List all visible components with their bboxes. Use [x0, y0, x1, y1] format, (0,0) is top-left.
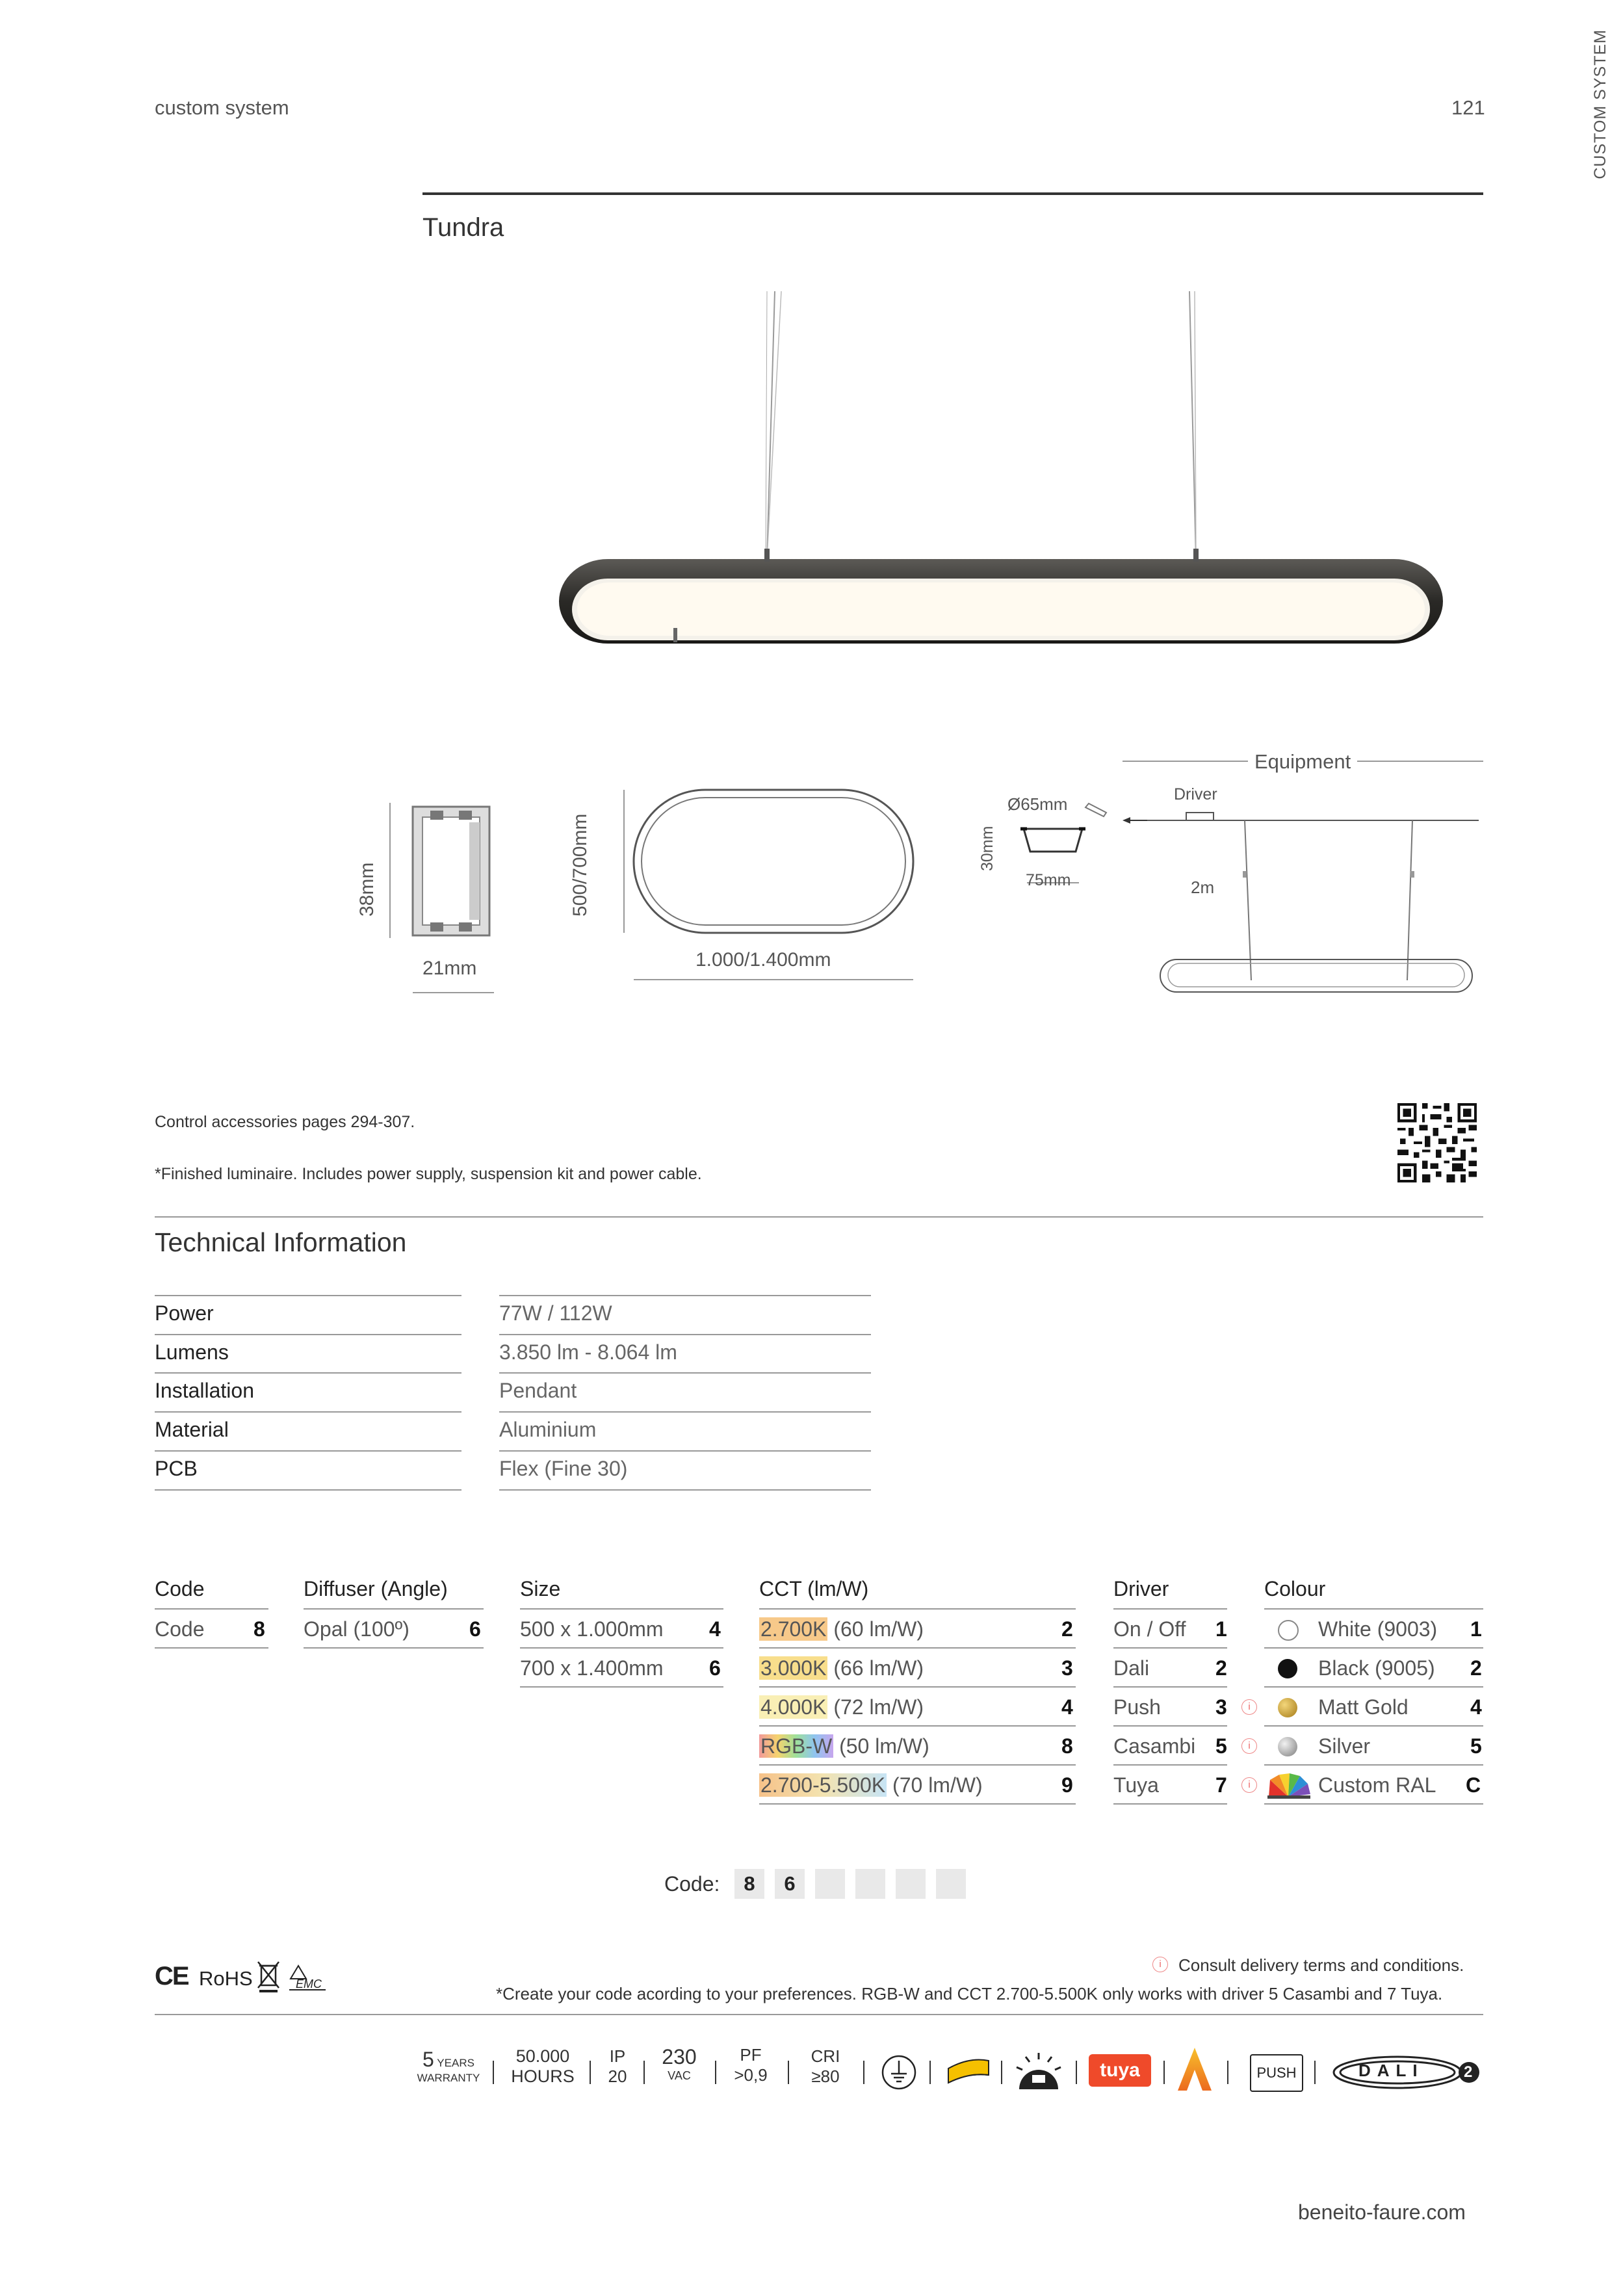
- cct-cell-3-num: 4: [1061, 1695, 1073, 1719]
- canopy-width-label: 75mm: [1026, 871, 1071, 889]
- code-digit-4[interactable]: [855, 1869, 885, 1899]
- colour-cell-4-num: 5: [1470, 1734, 1482, 1758]
- size-cell-1-num: 4: [709, 1617, 721, 1641]
- cct-cell-4-num: 8: [1061, 1734, 1073, 1758]
- technical-title: Technical Information: [155, 1227, 407, 1257]
- product-title: Tundra: [422, 213, 504, 242]
- cct-4-highlight: RGB-W: [760, 1734, 833, 1758]
- driver-cell-1: On / Off: [1113, 1617, 1186, 1641]
- cct-5-efficacy: (70 lm/W): [887, 1773, 983, 1797]
- cct-2-efficacy: (66 lm/W): [827, 1656, 924, 1680]
- cct-4-efficacy: (50 lm/W): [833, 1734, 929, 1758]
- colour-cell-5-num: C: [1466, 1773, 1481, 1797]
- page-number: 121: [1451, 96, 1485, 119]
- colour-cell-5: Custom RAL: [1318, 1773, 1436, 1797]
- pf-value: >0,9: [734, 2065, 768, 2085]
- colour-cell-2: Black (9005): [1318, 1656, 1435, 1680]
- cct-cell-5-num: 9: [1061, 1773, 1073, 1797]
- voltage-badge: [653, 2045, 705, 2083]
- size-cell-1: 500 x 1.000mm: [520, 1617, 664, 1641]
- code-digit-5[interactable]: [896, 1869, 926, 1899]
- hours-label: HOURS: [511, 2067, 575, 2086]
- dali-logo: [1332, 2055, 1473, 2088]
- pf-label: PF: [740, 2045, 762, 2065]
- info-icon[interactable]: i: [1241, 1777, 1257, 1793]
- driver-cell-1-num: 1: [1215, 1617, 1227, 1641]
- tech-value-installation: Pendant: [499, 1379, 577, 1402]
- tech-value-pcb: Flex (Fine 30): [499, 1457, 628, 1480]
- dali-label: DALI: [1358, 2061, 1424, 2080]
- earth-class-icon: [881, 2054, 917, 2091]
- ip-value: 20: [608, 2067, 627, 2086]
- cct-1-efficacy: (60 lm/W): [827, 1617, 924, 1641]
- col-header-driver: Driver: [1113, 1577, 1169, 1600]
- code-digit-2[interactable]: 6: [775, 1869, 805, 1899]
- hours-badge: [504, 2046, 582, 2087]
- voltage-label: VAC: [668, 2069, 691, 2082]
- code-cell-num: 8: [253, 1617, 265, 1641]
- emc-mark-icon: [289, 1964, 326, 1996]
- qr-code[interactable]: [1397, 1103, 1477, 1182]
- code-builder-label: Code:: [664, 1872, 720, 1896]
- footer-divider: [155, 2014, 1483, 2015]
- tech-label-power: Power: [155, 1301, 214, 1325]
- canopy-diameter-label: Ø65mm: [1007, 794, 1068, 814]
- tech-value-lumens: 3.850 lm - 8.064 lm: [499, 1340, 677, 1364]
- driver-label: Driver: [1174, 785, 1217, 803]
- canopy-height-label: 30mm: [978, 826, 996, 871]
- website-link[interactable]: beneito-faure.com: [1298, 2200, 1466, 2224]
- colour-cell-1: White (9003): [1318, 1617, 1438, 1641]
- product-image: [546, 286, 1456, 663]
- driver-cell-2: Dali: [1113, 1656, 1150, 1680]
- code-digit-1[interactable]: 8: [734, 1869, 764, 1899]
- gold-swatch-icon: [1278, 1698, 1297, 1717]
- driver-cell-5-num: 7: [1215, 1773, 1227, 1797]
- info-icon[interactable]: i: [1241, 1699, 1257, 1715]
- cct-cell-5: [759, 1773, 983, 1797]
- col-header-cct: CCT (lm/W): [759, 1577, 869, 1600]
- cri-value: ≥80: [811, 2067, 840, 2086]
- ce-mark-icon: CE: [155, 1962, 188, 1990]
- notes-divider: [155, 1216, 1483, 1218]
- tech-label-installation: Installation: [155, 1379, 254, 1402]
- silver-swatch-icon: [1278, 1737, 1297, 1756]
- code-digit-3[interactable]: [815, 1869, 845, 1899]
- size-cell-2: 700 x 1.400mm: [520, 1656, 664, 1680]
- driver-cell-4-num: 5: [1215, 1734, 1227, 1758]
- rohs-label: RoHS: [199, 1967, 253, 1990]
- cct-cell-2-num: 3: [1061, 1656, 1073, 1680]
- diffuser-cell-num: 6: [469, 1617, 481, 1641]
- col-header-code: Code: [155, 1577, 205, 1600]
- col-header-colour: Colour: [1264, 1577, 1326, 1600]
- black-swatch-icon: [1278, 1659, 1297, 1678]
- ip-badge: [598, 2046, 637, 2087]
- installation-diagram: [1121, 806, 1485, 1001]
- cct-1-highlight: 2.700K: [760, 1617, 827, 1641]
- driver-cell-3-num: 3: [1215, 1695, 1227, 1719]
- dali-version: 2: [1464, 2063, 1473, 2081]
- colour-cell-1-num: 1: [1470, 1617, 1482, 1641]
- finished-luminaire-note: *Finished luminaire. Includes power supply, suspension kit and power cable.: [155, 1165, 702, 1183]
- hours-number: 50.000: [515, 2046, 570, 2066]
- warranty-badge: [416, 2048, 481, 2085]
- colour-cell-2-num: 2: [1470, 1656, 1482, 1680]
- info-icon[interactable]: i: [1241, 1738, 1257, 1754]
- colour-cell-3: Matt Gold: [1318, 1695, 1409, 1719]
- tech-value-power: 77W / 112W: [499, 1301, 612, 1325]
- cct-cell-1-num: 2: [1061, 1617, 1073, 1641]
- col-header-diffuser: Diffuser (Angle): [304, 1577, 448, 1600]
- cable-length-label: 2m: [1191, 878, 1215, 897]
- cct-3-highlight: 4.000K: [760, 1695, 827, 1719]
- cct-5-highlight: 2.700-5.500K: [760, 1773, 886, 1797]
- warranty-label: WARRANTY: [417, 2072, 480, 2084]
- ip-label: IP: [609, 2046, 626, 2066]
- voltage-number: 230: [662, 2045, 697, 2068]
- info-icon[interactable]: i: [1152, 1957, 1168, 1972]
- size-cell-2-num: 6: [709, 1656, 721, 1680]
- driver-cell-3: Push: [1113, 1695, 1161, 1719]
- diffuser-cell: Opal (100º): [304, 1617, 409, 1641]
- app-logo-icon: [1176, 2046, 1213, 2092]
- cct-cell-1: [759, 1617, 924, 1641]
- code-cell: Code: [155, 1617, 205, 1641]
- casambi-icon: [1013, 2050, 1065, 2093]
- colour-cell-3-num: 4: [1470, 1695, 1482, 1719]
- warranty-years: YEARS: [437, 2057, 474, 2069]
- warranty-number: 5: [422, 2048, 434, 2071]
- consult-note: Consult delivery terms and conditions.: [1178, 1955, 1464, 1975]
- tech-value-material: Aluminium: [499, 1418, 597, 1441]
- weee-bin-icon: [257, 1959, 280, 1993]
- cct-2-highlight: 3.000K: [760, 1656, 827, 1680]
- led-strip-icon: [946, 2055, 991, 2088]
- oval-width-label: 1.000/1.400mm: [695, 949, 831, 971]
- control-accessories-note: Control accessories pages 294-307.: [155, 1113, 415, 1131]
- colour-cell-4: Silver: [1318, 1734, 1371, 1758]
- tech-label-pcb: PCB: [155, 1457, 198, 1480]
- equipment-label: Equipment: [1248, 750, 1357, 774]
- pf-badge: [725, 2045, 777, 2085]
- tech-label-lumens: Lumens: [155, 1340, 229, 1364]
- driver-cell-5: Tuya: [1113, 1773, 1159, 1797]
- tech-label-material: Material: [155, 1418, 229, 1441]
- tuya-logo: tuya: [1089, 2054, 1151, 2087]
- white-swatch-icon: [1278, 1620, 1299, 1641]
- create-code-note: *Create your code acording to your preferences. RGB-W and CCT 2.700-5.500K only works with driver 5 Casambi and 7 Tuya.: [496, 1984, 1443, 2003]
- cct-cell-2: [759, 1656, 924, 1680]
- oval-height-label: 500/700mm: [569, 813, 591, 917]
- custom-ral-fan-icon: [1265, 1771, 1312, 1799]
- cct-cell-4: [759, 1734, 929, 1758]
- side-tab: CUSTOM SYSTEM: [1591, 29, 1609, 179]
- code-digit-6[interactable]: [936, 1869, 966, 1899]
- emc-label: EMC: [296, 1977, 322, 1990]
- push-button-icon: PUSH: [1250, 2054, 1303, 2092]
- cct-3-efficacy: (72 lm/W): [827, 1695, 924, 1719]
- driver-cell-4: Casambi: [1113, 1734, 1196, 1758]
- col-header-size: Size: [520, 1577, 561, 1600]
- profile-width-label: 21mm: [422, 958, 477, 979]
- section-label: custom system: [155, 96, 289, 119]
- cct-cell-3: [759, 1695, 924, 1719]
- driver-cell-2-num: 2: [1215, 1656, 1227, 1680]
- title-rule: [422, 192, 1483, 195]
- cri-label: CRI: [811, 2046, 840, 2066]
- cri-badge: [799, 2046, 851, 2087]
